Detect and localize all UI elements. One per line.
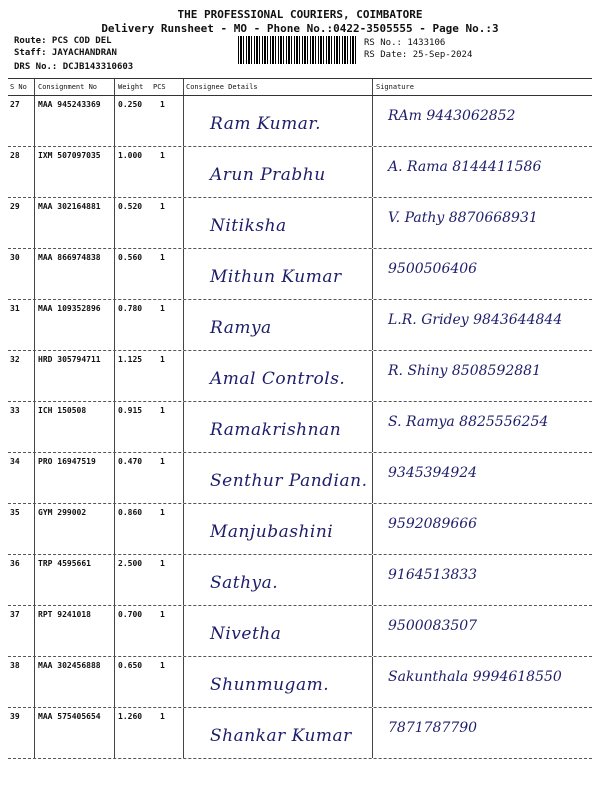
row-pcs: 1 [160, 355, 165, 364]
row-pcs: 1 [160, 712, 165, 721]
row-signature: Sakunthala 9994618550 [388, 669, 562, 685]
row-consignee-name: Nitiksha [210, 216, 287, 236]
row-weight: 1.125 [118, 355, 143, 364]
row-weight: 1.000 [118, 151, 143, 160]
row-sno: 28 [10, 151, 20, 160]
row-signature: R. Shiny 8508592881 [388, 363, 541, 379]
row-consignee-name: Ramya [210, 318, 272, 338]
table-row [8, 606, 592, 657]
row-pcs: 1 [160, 202, 165, 211]
row-sno: 36 [10, 559, 20, 568]
row-pcs: 1 [160, 304, 165, 313]
row-consignment-no: GYM 299002 [38, 508, 87, 517]
row-pcs: 1 [160, 508, 165, 517]
row-weight: 0.780 [118, 304, 143, 313]
rs-date: RS Date: 25-Sep-2024 [364, 50, 473, 60]
row-sno: 29 [10, 202, 20, 211]
row-signature: 9500083507 [388, 618, 478, 634]
row-sno: 38 [10, 661, 20, 670]
row-pcs: 1 [160, 100, 165, 109]
row-consignment-no: ICH 150508 [38, 406, 87, 415]
row-pcs: 1 [160, 253, 165, 262]
col-signature: Signature [376, 83, 414, 91]
row-consignment-no: MAA 302456888 [38, 661, 101, 670]
row-consignee-name: Sathya. [210, 573, 279, 593]
table-body [8, 96, 592, 759]
row-consignee-name: Manjubashini [210, 522, 334, 542]
row-weight: 0.650 [118, 661, 143, 670]
row-consignment-no: MAA 302164881 [38, 202, 101, 211]
table-row [8, 351, 592, 402]
row-weight: 0.560 [118, 253, 143, 262]
table-row [8, 504, 592, 555]
col-sno: S No [10, 83, 27, 91]
runsheet-subtitle: Delivery Runsheet - MO - Phone No.:0422-3505555 - Page No.:3 [101, 22, 499, 35]
row-sno: 35 [10, 508, 20, 517]
row-signature: 9592089666 [388, 516, 478, 532]
row-sno: 33 [10, 406, 20, 415]
row-sno: 34 [10, 457, 20, 466]
row-sno: 37 [10, 610, 20, 619]
row-signature: L.R. Gridey 9843644844 [388, 312, 563, 328]
row-weight: 0.520 [118, 202, 143, 211]
table-row [8, 147, 592, 198]
row-consignee-name: Amal Controls. [210, 369, 346, 389]
row-consignee-name: Arun Prabhu [210, 165, 326, 185]
row-consignment-no: HRD 305794711 [38, 355, 101, 364]
table-header [8, 78, 592, 96]
row-pcs: 1 [160, 406, 165, 415]
row-pcs: 1 [160, 559, 165, 568]
row-consignee-name: Shunmugam. [210, 675, 330, 695]
row-signature: 7871787790 [388, 720, 478, 736]
row-consignee-name: Ram Kumar. [210, 114, 322, 134]
row-signature: 9164513833 [388, 567, 478, 583]
table-row [8, 402, 592, 453]
row-consignment-no: IXM 507097035 [38, 151, 101, 160]
row-signature: V. Pathy 8870668931 [388, 210, 538, 226]
table-row [8, 300, 592, 351]
row-consignment-no: MAA 109352896 [38, 304, 101, 313]
col-consignment: Consignment No [38, 83, 98, 91]
row-weight: 1.260 [118, 712, 143, 721]
rs-number: RS No.: 1433106 [364, 38, 446, 48]
row-pcs: 1 [160, 151, 165, 160]
row-consignment-no: MAA 945243369 [38, 100, 101, 109]
barcode [238, 36, 358, 64]
row-weight: 0.860 [118, 508, 143, 517]
table-row [8, 249, 592, 300]
row-signature: 9345394924 [388, 465, 478, 481]
row-sno: 31 [10, 304, 20, 313]
route-label: Route: PCS COD DEL [14, 36, 112, 46]
row-signature: RAm 9443062852 [388, 108, 516, 124]
row-consignee-name: Senthur Pandian. [210, 471, 368, 491]
row-consignment-no: MAA 575405654 [38, 712, 101, 721]
row-sno: 27 [10, 100, 20, 109]
row-pcs: 1 [160, 661, 165, 670]
row-weight: 0.700 [118, 610, 143, 619]
row-weight: 2.500 [118, 559, 143, 568]
drs-number: DRS No.: DCJB143310603 [14, 62, 134, 72]
runsheet-table [8, 78, 592, 759]
table-row [8, 555, 592, 606]
table-row [8, 198, 592, 249]
staff-label: Staff: JAYACHANDRAN [14, 48, 117, 58]
runsheet-title: THE PROFESSIONAL COURIERS, COIMBATORE [177, 8, 423, 21]
table-row [8, 657, 592, 708]
row-sno: 32 [10, 355, 20, 364]
col-weight: Weight [118, 83, 144, 91]
col-consignee: Consignee Details [186, 83, 258, 91]
row-consignment-no: PRO 16947519 [38, 457, 96, 466]
row-consignee-name: Ramakrishnan [210, 420, 342, 440]
row-sno: 30 [10, 253, 20, 262]
row-consignment-no: RPT 9241018 [38, 610, 91, 619]
row-weight: 0.470 [118, 457, 143, 466]
row-consignee-name: Shankar Kumar [210, 726, 352, 746]
row-signature: S. Ramya 8825556254 [388, 414, 549, 430]
table-row [8, 96, 592, 147]
row-consignment-no: MAA 866974838 [38, 253, 101, 262]
row-consignment-no: TRP 4595661 [38, 559, 91, 568]
row-weight: 0.915 [118, 406, 143, 415]
row-consignee-name: Mithun Kumar [210, 267, 342, 287]
row-weight: 0.250 [118, 100, 143, 109]
row-pcs: 1 [160, 610, 165, 619]
row-pcs: 1 [160, 457, 165, 466]
col-pcs: PCS [153, 83, 166, 91]
row-consignee-name: Nivetha [210, 624, 282, 644]
table-row [8, 453, 592, 504]
row-signature: 9500506406 [388, 261, 478, 277]
row-sno: 39 [10, 712, 20, 721]
row-signature: A. Rama 8144411586 [388, 159, 542, 175]
table-row [8, 708, 592, 759]
